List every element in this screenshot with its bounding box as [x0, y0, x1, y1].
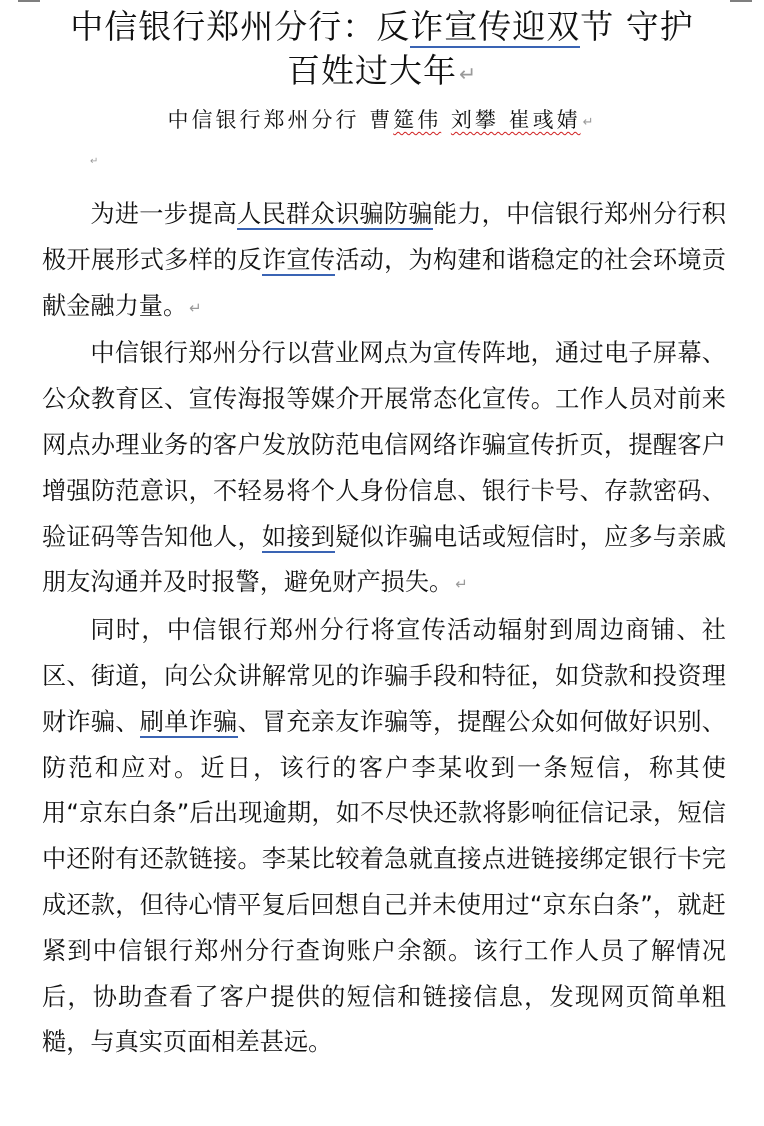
title-line-1: [20, 4, 744, 50]
title-text-part: 中信银行郑州分行：反: [70, 7, 411, 46]
underlined-phrase: 如接到: [261, 522, 336, 551]
paragraph-mark-icon: ↵: [455, 575, 468, 594]
page-corner-mark-left: [18, 0, 40, 2]
paragraph-mark-icon: ↵: [458, 62, 478, 86]
page-corner-mark-right: [730, 0, 752, 2]
paragraph-mark-icon: ↵: [90, 156, 99, 167]
author-names-misspelled: 刘攀 崔彧婧: [450, 108, 581, 132]
paragraph-mark-icon: ↵: [582, 115, 597, 130]
underlined-phrase: 诈宣传: [261, 245, 336, 274]
article-body: [42, 192, 726, 1066]
empty-paragraph: [88, 152, 98, 182]
underlined-phrase: 刷单诈骗: [139, 707, 238, 736]
paragraph-mark-icon: ↵: [189, 298, 202, 317]
body-paragraph-2: 中信银行郑州分行以营业网点为宣传阵地，通过电子屏幕、公众教育区、宣传海报等媒介开展常态化宣传。工作人员对前来网点办理业务的客户发放防范电信网络诈骗宣传折页，提醒客户增强防范意识，不轻易将个人身份信息、银行卡号、存款密码、验证码等告知他人，如接到疑似诈骗电话或短信时，应多与亲戚朋友沟通并及时报警，避免财产损失。 ↵: [42, 339, 726, 597]
body-paragraph-1: 为进一步提高人民群众识骗防骗能力，中信银行郑州分行积极开展形式多样的反诈宣传活动，为构建和谐稳定的社会环境贡献金融力量。 ↵: [42, 200, 726, 320]
underlined-phrase: 人民群众识骗防骗: [237, 200, 433, 228]
title-text-part: 节 守护: [580, 7, 694, 46]
title-line-2: [20, 48, 744, 97]
author-name-misspelled: 筵伟: [393, 108, 442, 132]
author-byline: [20, 104, 744, 139]
author-name-part: 曹: [369, 108, 394, 132]
title-text-underlined: 诈宣传迎双: [410, 7, 581, 46]
title-text-part: 百姓过大年: [286, 51, 457, 90]
body-paragraph-3: 同时，中信银行郑州分行将宣传活动辐射到周边商铺、社区、街道，向公众讲解常见的诈骗手段和特征，如贷款和投资理财诈骗、刷单诈骗、冒充亲友诈骗等，提醒公众如何做好识别、防范和应对。近日，该行的客户李某收到一条短信，称其使用“京东白条”后出现逾期，如不尽快还款将影响征信记录，短信中还附有还款链接。李某比较着急就直接点进链接绑定银行卡完成还款，但待心情平复后回想自己并未使用过“京东白条”，就赶紧到中信银行郑州分行查询账户余额。该行工作人员了解情况后，协助查看了客户提供的短信和链接信息，发现网页简单粗糙，与真实页面相差甚远。: [42, 616, 726, 1057]
author-bank: 中信银行郑州分行: [167, 108, 360, 132]
